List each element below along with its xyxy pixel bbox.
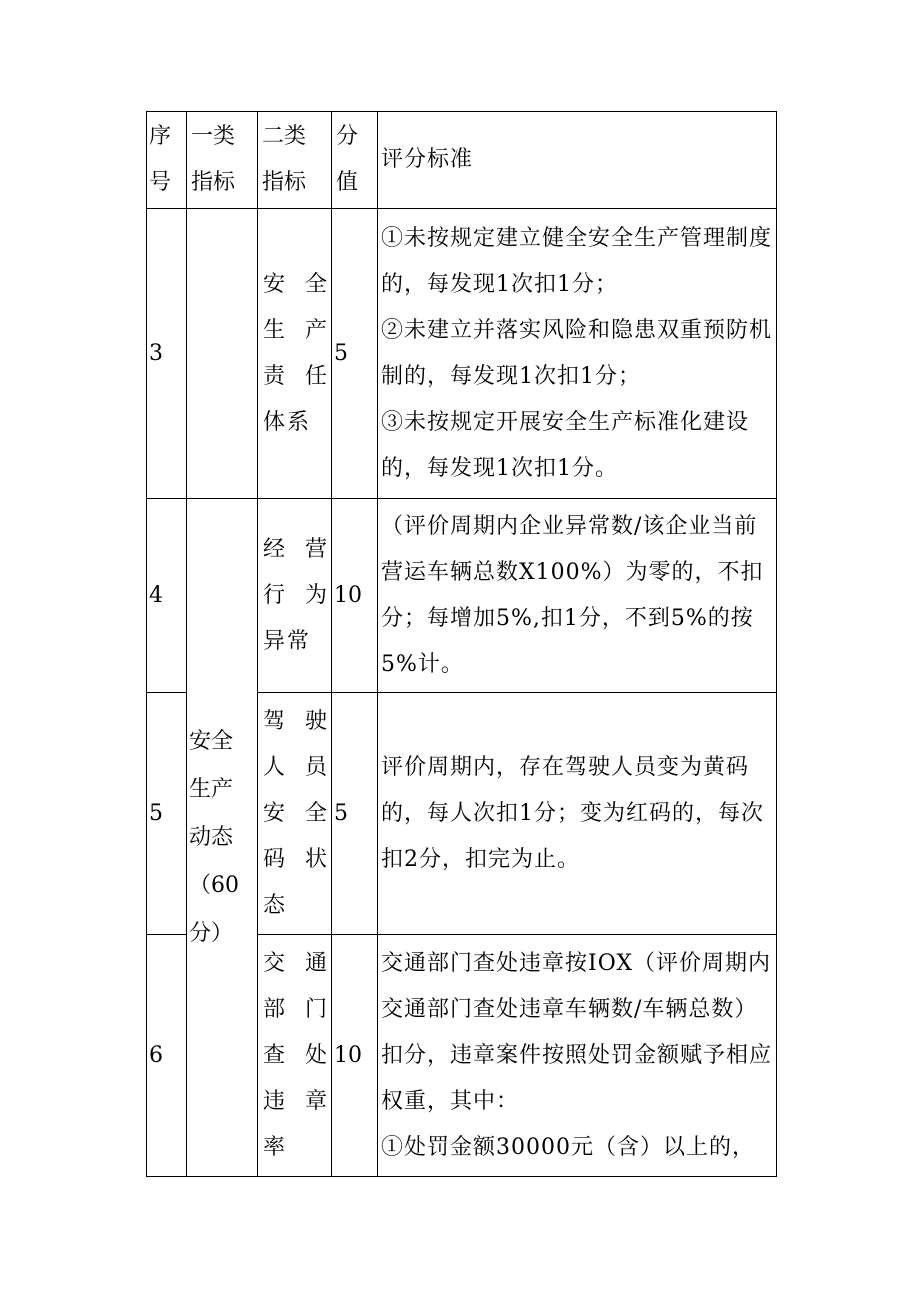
table-row: [147, 209, 777, 499]
level2-indicator: 驾 驶 人 员 安 全 码 状 态: [258, 693, 332, 935]
criteria-text: [378, 499, 777, 693]
criteria-text: [378, 693, 777, 935]
row-number: 6: [147, 935, 187, 1177]
row-number: 4: [147, 499, 187, 693]
level2-indicator: 经 营 行为 异常: [258, 499, 332, 693]
score-value: 10: [332, 499, 378, 693]
table-row: [147, 499, 777, 693]
level1-empty-cell: [187, 209, 258, 499]
level2-indicator: 交 通 部 门 查 处 违 章 率: [258, 935, 332, 1177]
criteria-line: ①未按规定建立健全安全生产管理制度的，每发现1次扣1分；: [381, 225, 773, 297]
header-level1: 一类指标: [187, 112, 258, 209]
criteria-line: ②未建立并落实风险和隐患双重预防机制的，每发现1次扣1分；: [381, 317, 773, 389]
scoring-table: [146, 111, 777, 1177]
header-level2: 二类指标: [258, 112, 332, 209]
row-number: 3: [147, 209, 187, 499]
criteria-text: [378, 935, 777, 1177]
row-number: 5: [147, 693, 187, 935]
header-criteria: 评分标准: [378, 112, 777, 209]
criteria-line: ①处罚金额30000元（含）以上的，: [381, 1134, 755, 1160]
header-score: 分值: [332, 112, 378, 209]
table-header-row: [147, 112, 777, 209]
level2-indicator: 安 全 生 产 责 任 体系: [258, 209, 332, 499]
header-no: 序号: [147, 112, 187, 209]
criteria-line: 交通部门查处违章按IOX（评价周期内交通部门查处违章车辆数/车辆总数）扣分，违章案件按照处罚金额赋予相应权重，其中：: [381, 950, 773, 1114]
criteria-line: ③未按规定开展安全生产标准化建设的，每发现1次扣1分。: [381, 409, 750, 481]
criteria-line: （评价周期内企业异常数/该企业当前营运车辆总数X100%）为零的，不扣分；每增加5%,扣1分，不到5%的按5%计。: [381, 513, 764, 677]
criteria-line: 评价周期内，存在驾驶人员变为黄码的，每人次扣1分；变为红码的，每次扣2分，扣完为止。: [381, 754, 764, 872]
level1-indicator: 安全生产动态 （60分）: [187, 499, 258, 1177]
score-value: 5: [332, 693, 378, 935]
criteria-text: [378, 209, 777, 499]
score-value: 10: [332, 935, 378, 1177]
score-value: 5: [332, 209, 378, 499]
